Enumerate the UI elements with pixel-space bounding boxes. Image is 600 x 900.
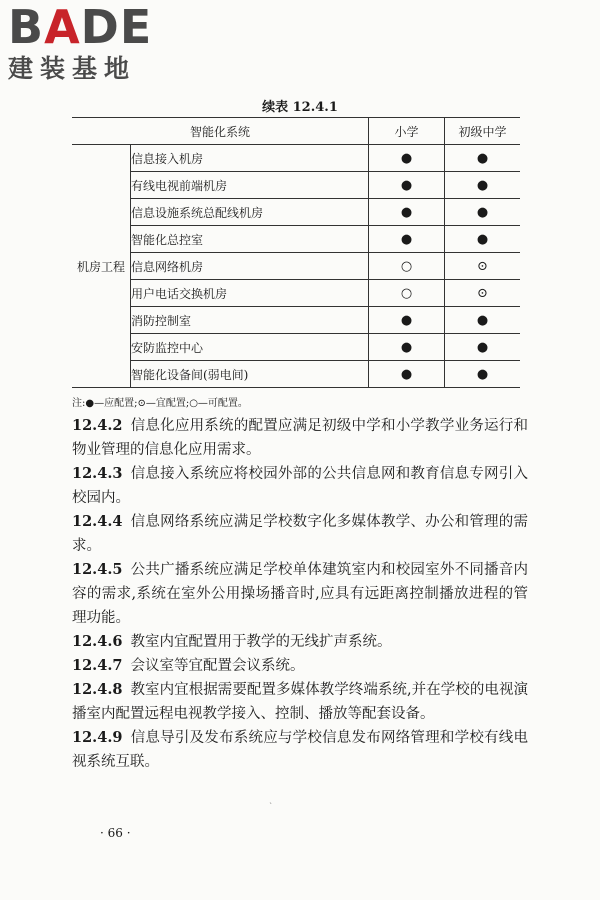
logo-letter-a-accent: A xyxy=(44,0,81,54)
logo-letters-de: DE xyxy=(80,0,153,54)
header-system: 智能化系统 xyxy=(72,118,369,145)
row-name: 信息设施系统总配线机房 xyxy=(131,199,369,226)
clause-paragraph xyxy=(72,630,528,654)
table-row xyxy=(72,361,520,388)
table-row xyxy=(72,199,520,226)
logo-wordmark xyxy=(8,0,178,54)
row-primary-mark: ● xyxy=(369,307,445,334)
row-primary-mark: ● xyxy=(369,145,445,172)
clause-number: 12.4.7 xyxy=(72,657,123,674)
spec-table xyxy=(72,117,520,388)
row-name: 消防控制室 xyxy=(131,307,369,334)
row-name: 用户电话交换机房 xyxy=(131,280,369,307)
row-junior-mark: ● xyxy=(445,361,521,388)
page-number: · 66 · xyxy=(100,826,131,840)
clause-paragraph xyxy=(72,462,528,510)
clause-text: 会议室等宜配置会议系统。 xyxy=(130,658,305,674)
row-name: 信息网络机房 xyxy=(131,253,369,280)
clause-number: 12.4.4 xyxy=(72,513,123,530)
table-row xyxy=(72,172,520,199)
logo-subtitle: 建装基地 xyxy=(8,54,137,83)
clause-text: 公共广播系统应满足学校单体建筑室内和校园室外不同播音内容的需求,系统在室外公用操场播音时,应具有远距离控制播放进程的管理功能。 xyxy=(72,562,528,626)
clause-paragraph xyxy=(72,678,528,726)
header-junior: 初级中学 xyxy=(445,118,521,145)
row-primary-mark: ● xyxy=(369,361,445,388)
stray-mark: ` xyxy=(269,802,273,811)
row-primary-mark: ● xyxy=(369,226,445,253)
clause-text: 信息化应用系统的配置应满足初级中学和小学教学业务运行和物业管理的信息化应用需求。 xyxy=(72,418,528,458)
table-header-row xyxy=(72,118,520,145)
row-junior-mark: ● xyxy=(445,172,521,199)
row-name: 智能化设备间(弱电间) xyxy=(131,361,369,388)
clause-text: 教室内宜根据需要配置多媒体教学终端系统,并在学校的电视演播室内配置远程电视教学接入、控制、播放等配套设备。 xyxy=(72,682,528,722)
clause-paragraph xyxy=(72,414,528,462)
clause-paragraph xyxy=(72,558,528,630)
row-junior-mark: ⊙ xyxy=(445,280,521,307)
row-junior-mark: ● xyxy=(445,226,521,253)
table-row xyxy=(72,334,520,361)
clause-number: 12.4.3 xyxy=(72,465,123,482)
clause-paragraph xyxy=(72,510,528,558)
clause-text: 教室内宜配置用于教学的无线扩声系统。 xyxy=(130,634,392,650)
table-note: 注:●—应配置;⊙—宜配置;○—可配置。 xyxy=(72,398,248,409)
row-junior-mark: ● xyxy=(445,199,521,226)
row-junior-mark: ⊙ xyxy=(445,253,521,280)
table-row xyxy=(72,280,520,307)
header-primary: 小学 xyxy=(369,118,445,145)
row-primary-mark: ● xyxy=(369,199,445,226)
clause-list xyxy=(72,414,528,774)
table-row xyxy=(72,307,520,334)
clause-number: 12.4.6 xyxy=(72,633,123,650)
row-primary-mark: ● xyxy=(369,172,445,199)
row-junior-mark: ● xyxy=(445,145,521,172)
clause-paragraph xyxy=(72,726,528,774)
clause-number: 12.4.2 xyxy=(72,417,123,434)
table-row xyxy=(72,226,520,253)
row-name: 智能化总控室 xyxy=(131,226,369,253)
clause-number: 12.4.9 xyxy=(72,729,123,746)
row-junior-mark: ● xyxy=(445,334,521,361)
row-primary-mark: ○ xyxy=(369,280,445,307)
group-label: 机房工程 xyxy=(72,145,131,388)
table-caption: 续表 12.4.1 xyxy=(262,100,338,115)
logo-letter-b: B xyxy=(8,0,45,54)
row-primary-mark: ● xyxy=(369,334,445,361)
clause-paragraph xyxy=(72,654,528,678)
table-row xyxy=(72,253,520,280)
table-row xyxy=(72,145,520,172)
row-name: 有线电视前端机房 xyxy=(131,172,369,199)
row-name: 安防监控中心 xyxy=(131,334,369,361)
row-junior-mark: ● xyxy=(445,307,521,334)
clause-text: 信息导引及发布系统应与学校信息发布网络管理和学校有线电视系统互联。 xyxy=(72,730,528,770)
bade-logo xyxy=(8,0,178,94)
clause-number: 12.4.8 xyxy=(72,681,123,698)
clause-text: 信息接入系统应将校园外部的公共信息网和教育信息专网引入校园内。 xyxy=(72,466,528,506)
clause-text: 信息网络系统应满足学校数字化多媒体教学、办公和管理的需求。 xyxy=(72,514,528,554)
clause-number: 12.4.5 xyxy=(72,561,123,578)
row-primary-mark: ○ xyxy=(369,253,445,280)
row-name: 信息接入机房 xyxy=(131,145,369,172)
